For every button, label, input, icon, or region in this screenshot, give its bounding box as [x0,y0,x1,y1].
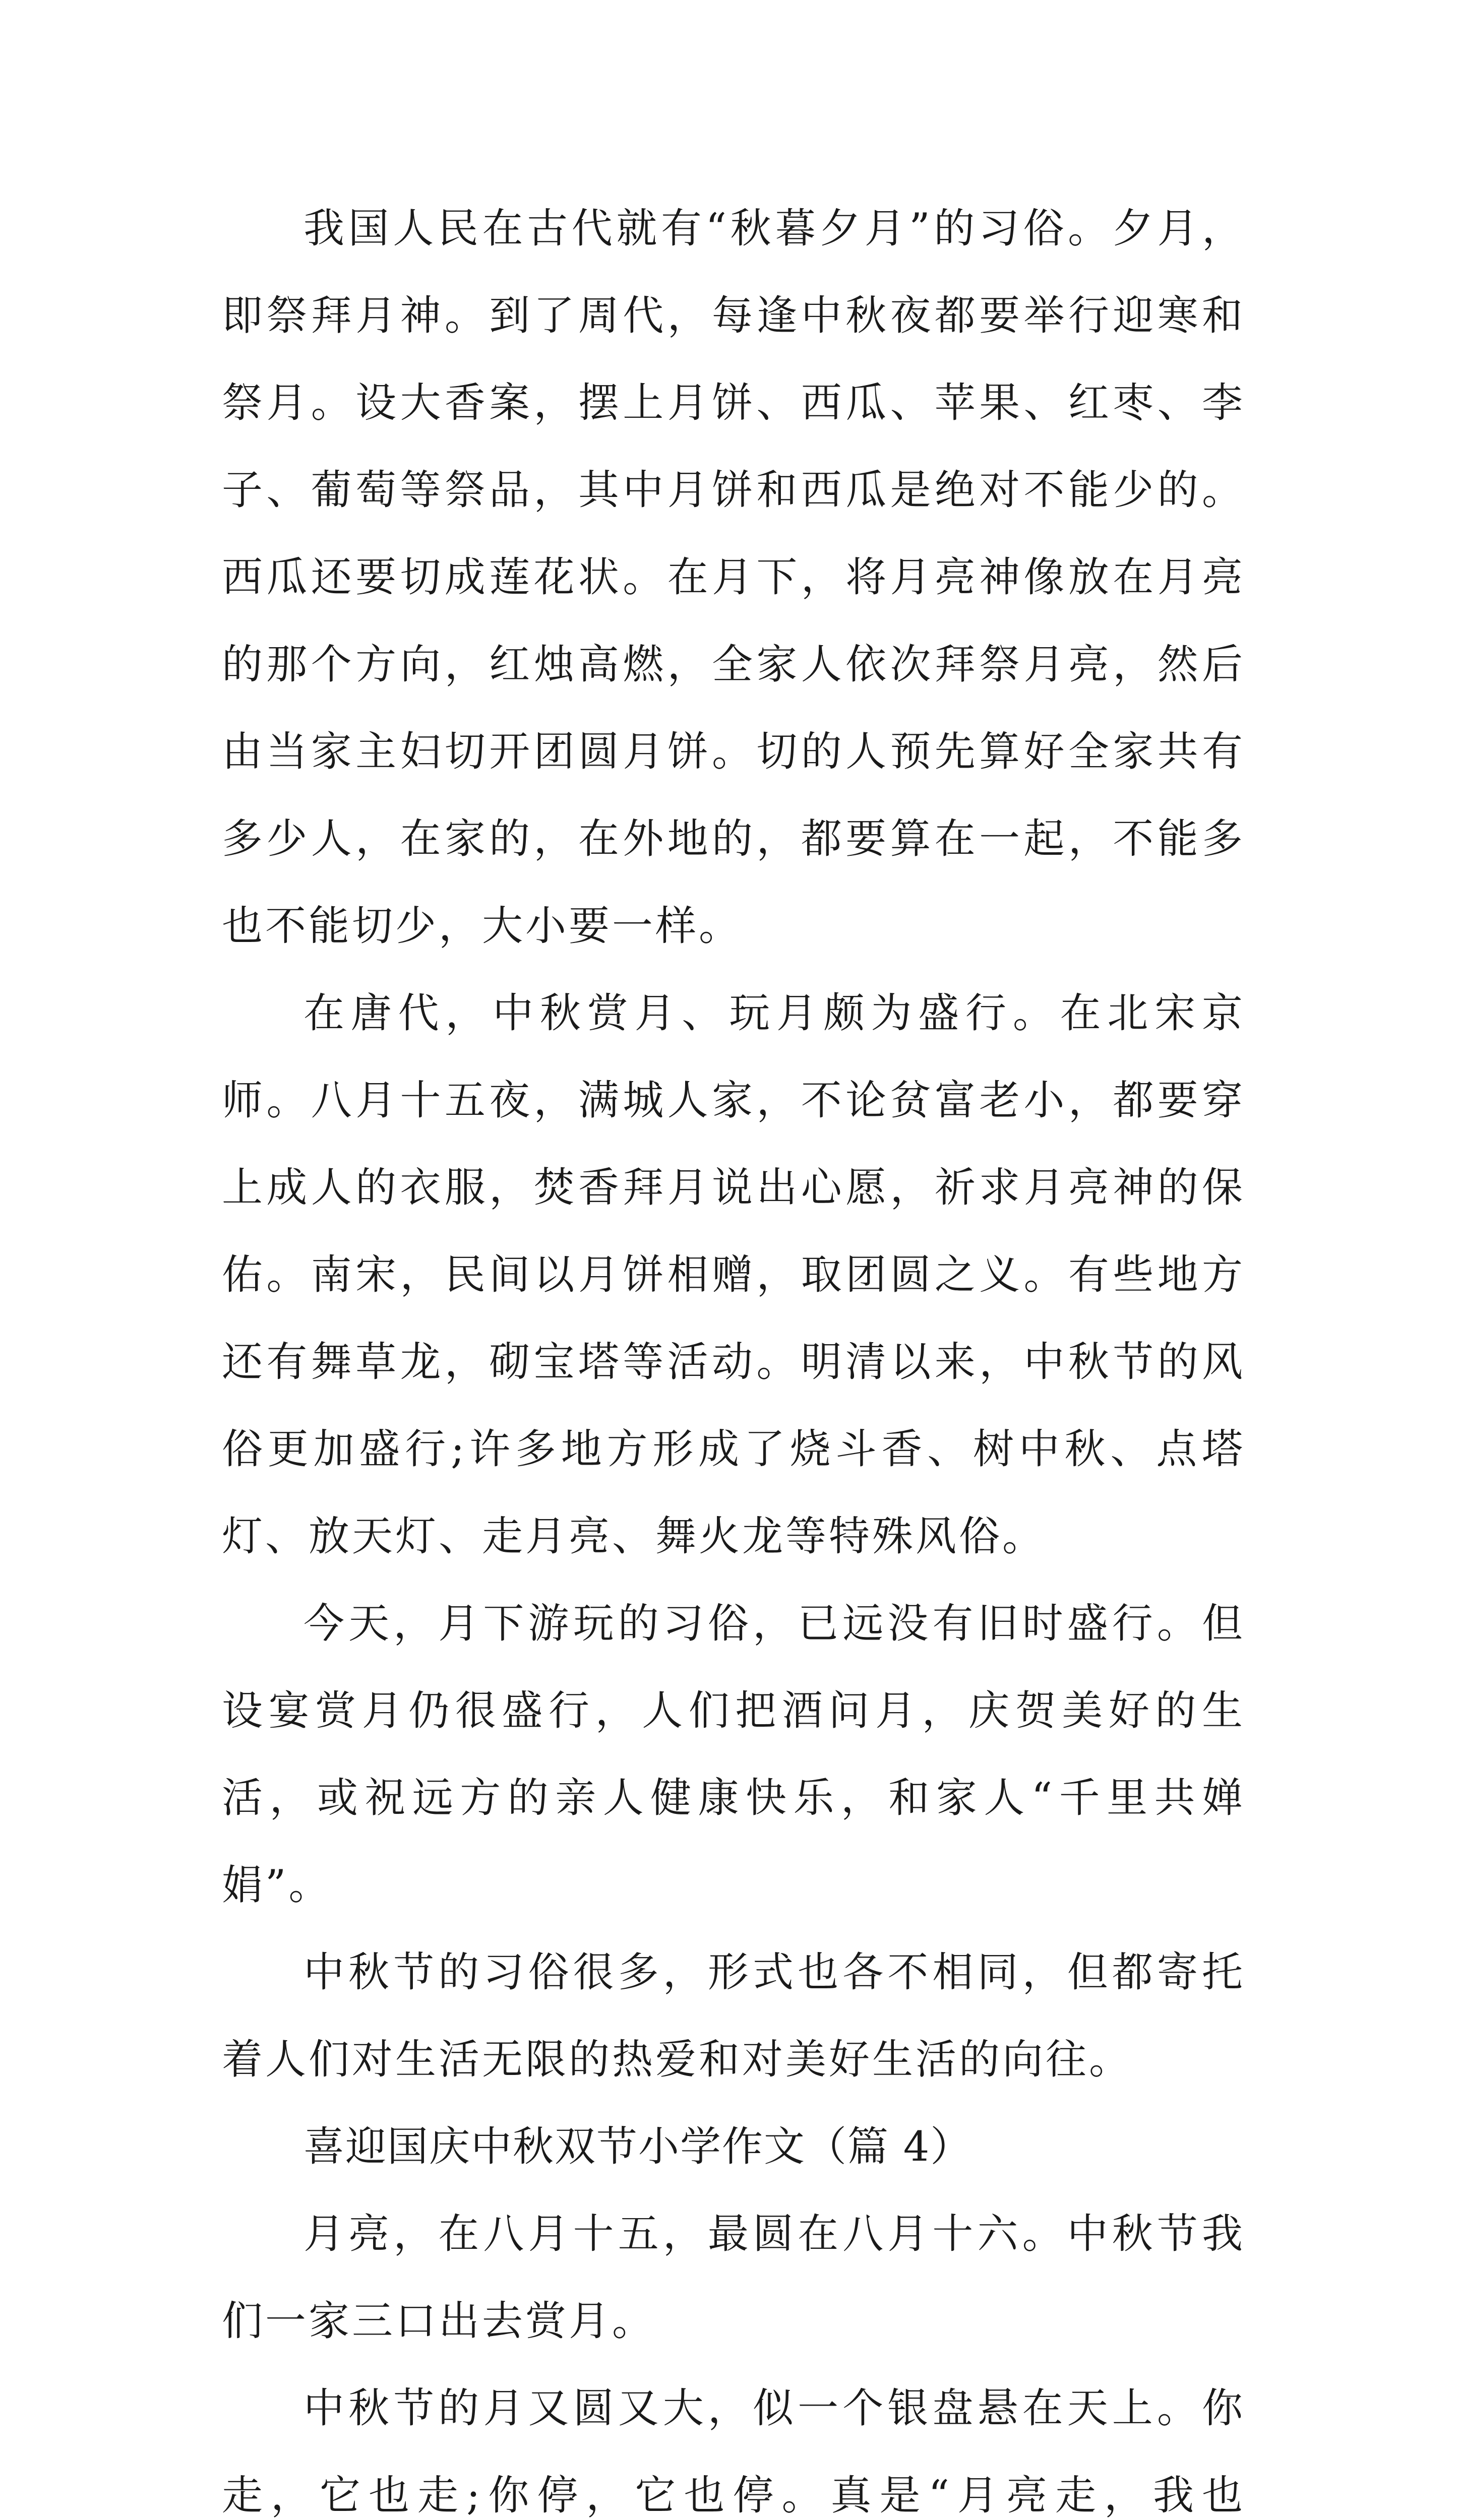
document-body [222,185,1245,2520]
paragraph-1: 我国人民在古代就有“秋暮夕月”的习俗。夕月，即祭拜月神。到了周代，每逢中秋夜都要举行迎寒和祭月。设大香案，摆上月饼、西瓜、苹果、红枣、李子、葡萄等祭品，其中月饼和西瓜是绝对不能少的。西瓜还要切成莲花状。在月下，将月亮神像放在月亮的那个方向，红烛高燃，全家人依次拜祭月亮，然后由当家主妇切开团圆月饼。切的人预先算好全家共有多少人，在家的，在外地的，都要算在一起，不能多也不能切少，大小要一样。 [222,205,1245,950]
paragraph-5: 月亮，在八月十五，最圆在八月十六。中秋节我们一家三口出去赏月。 [222,2211,1245,2345]
paragraph-6: 中秋节的月又圆又大，似一个银盘悬在天上。你走，它也走;你停，它也停。真是“月亮走，我也 [222,2385,1245,2519]
paragraph-4: 中秋节的习俗很多，形式也各不相同，但都寄托着人们对生活无限的热爱和对美好生活的向往。 [222,1949,1245,2084]
paragraph-3: 今天，月下游玩的习俗，已远没有旧时盛行。但设宴赏月仍很盛行，人们把酒问月，庆贺美好的生活，或祝远方的亲人健康快乐，和家人“千里共婵娟”。 [222,1600,1245,1909]
section-heading: 喜迎国庆中秋双节小学作文（篇 4） [303,2123,972,2171]
paragraph-2: 在唐代，中秋赏月、玩月颇为盛行。在北宋京师。八月十五夜，满城人家，不论贫富老小，都要穿上成人的衣服，焚香拜月说出心愿，祈求月亮神的保佑。南宋，民间以月饼相赠，取团圆之义。有些地方还有舞草龙，砌宝塔等活动。明清以来，中秋节的风俗更加盛行;许多地方形成了烧斗香、树中秋、点塔灯、放天灯、走月亮、舞火龙等特殊风俗。 [222,990,1245,1560]
